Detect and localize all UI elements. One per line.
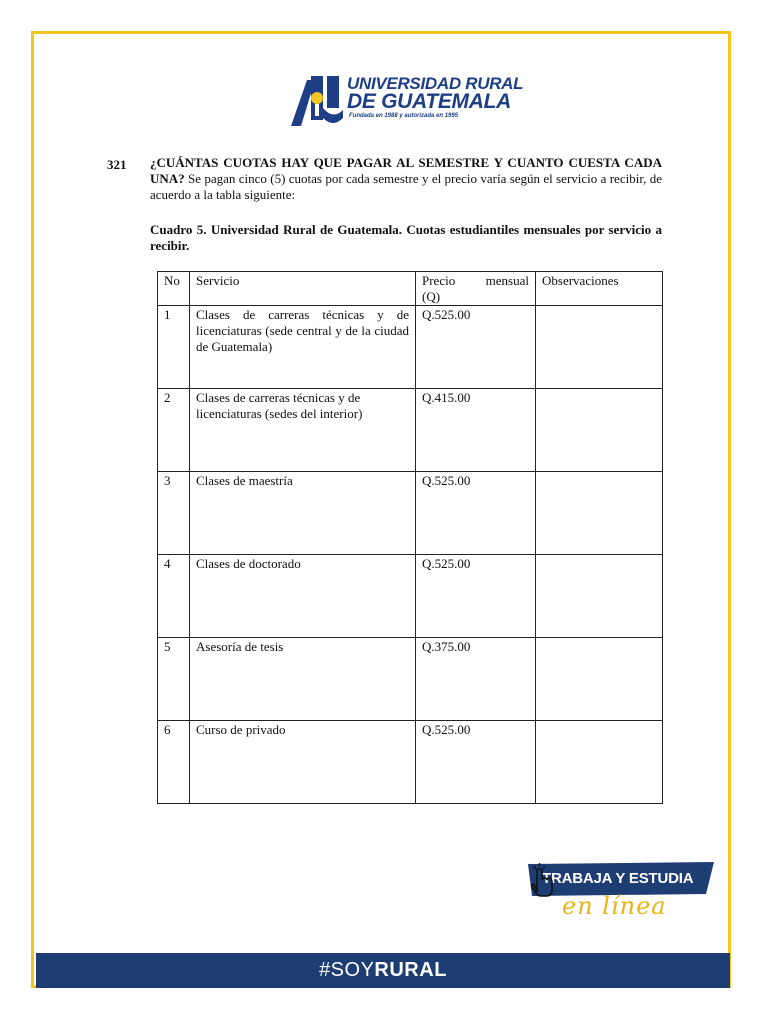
- table-row: [158, 389, 663, 472]
- header-servicio: Servicio: [190, 272, 416, 306]
- row-observaciones: [536, 472, 663, 555]
- table-row: [158, 721, 663, 804]
- university-emblem-icon: [287, 70, 347, 128]
- row-precio: Q.525.00: [416, 721, 536, 804]
- row-precio: Q.375.00: [416, 638, 536, 721]
- logo-title-line2: DE GUATEMALA: [347, 90, 512, 113]
- row-observaciones: [536, 306, 663, 389]
- pointer-hand-icon: [528, 862, 556, 898]
- question-number: 321: [107, 157, 127, 172]
- logo-title-line1: UNIVERSIDAD RURAL: [347, 74, 524, 93]
- table-row: [158, 306, 663, 389]
- row-no: 3: [158, 472, 190, 555]
- question-title: ¿CUÁNTAS CUOTAS HAY QUE PAGAR AL SEMESTRE Y CUANTO CUESTA CADA UNA?: [150, 155, 662, 186]
- table-row: [158, 472, 663, 555]
- row-precio: Q.525.00: [416, 306, 536, 389]
- table-header-row: [158, 272, 663, 306]
- row-observaciones: [536, 638, 663, 721]
- row-servicio: Clases de doctorado: [190, 555, 416, 638]
- university-logo: [287, 70, 524, 130]
- row-precio: Q.525.00: [416, 555, 536, 638]
- row-servicio: Clases de carreras técnicas y de licenciaturas (sede central y de la ciudad de Guatemala): [190, 306, 416, 389]
- table-caption: Cuadro 5. Universidad Rural de Guatemala. Cuotas estudiantiles mensuales por servicio a recibir.: [150, 222, 662, 253]
- row-observaciones: [536, 721, 663, 804]
- footer-hashtag-bold: RURAL: [374, 959, 447, 981]
- row-servicio: Asesoría de tesis: [190, 638, 416, 721]
- question-block: [150, 155, 662, 203]
- logo-tagline: Fundada en 1988 y autorizada en 1995: [349, 113, 459, 119]
- row-no: 2: [158, 389, 190, 472]
- table-row: [158, 638, 663, 721]
- row-observaciones: [536, 389, 663, 472]
- fees-table: [157, 271, 663, 804]
- row-no: 1: [158, 306, 190, 389]
- row-servicio: Clases de maestría: [190, 472, 416, 555]
- footer-hashtag-prefix: #SOY: [319, 959, 375, 981]
- header-no: No: [158, 272, 190, 306]
- header-precio-word: Precio: [422, 273, 456, 288]
- header-precio-unit: (Q): [422, 289, 441, 304]
- badge-title: TRABAJA Y ESTUDIA: [542, 870, 694, 887]
- badge-script: en línea: [562, 892, 667, 920]
- header-observaciones: Observaciones: [536, 272, 663, 306]
- trabaja-estudia-badge: [528, 862, 714, 932]
- footer-hashtag: [319, 959, 447, 982]
- row-servicio: Curso de privado: [190, 721, 416, 804]
- row-precio: Q.525.00: [416, 472, 536, 555]
- row-no: 6: [158, 721, 190, 804]
- question-answer: Se pagan cinco (5) cuotas por cada semestre y el precio varía según el servicio a recibir, de acuerdo a la tabla siguiente:: [150, 171, 662, 202]
- row-no: 4: [158, 555, 190, 638]
- header-precio: [416, 272, 536, 306]
- row-observaciones: [536, 555, 663, 638]
- footer-band: [36, 953, 730, 988]
- row-no: 5: [158, 638, 190, 721]
- header-mensual-word: mensual: [485, 273, 529, 288]
- row-servicio: Clases de carreras técnicas y de licenciaturas (sedes del interior): [190, 389, 416, 472]
- table-row: [158, 555, 663, 638]
- row-precio: Q.415.00: [416, 389, 536, 472]
